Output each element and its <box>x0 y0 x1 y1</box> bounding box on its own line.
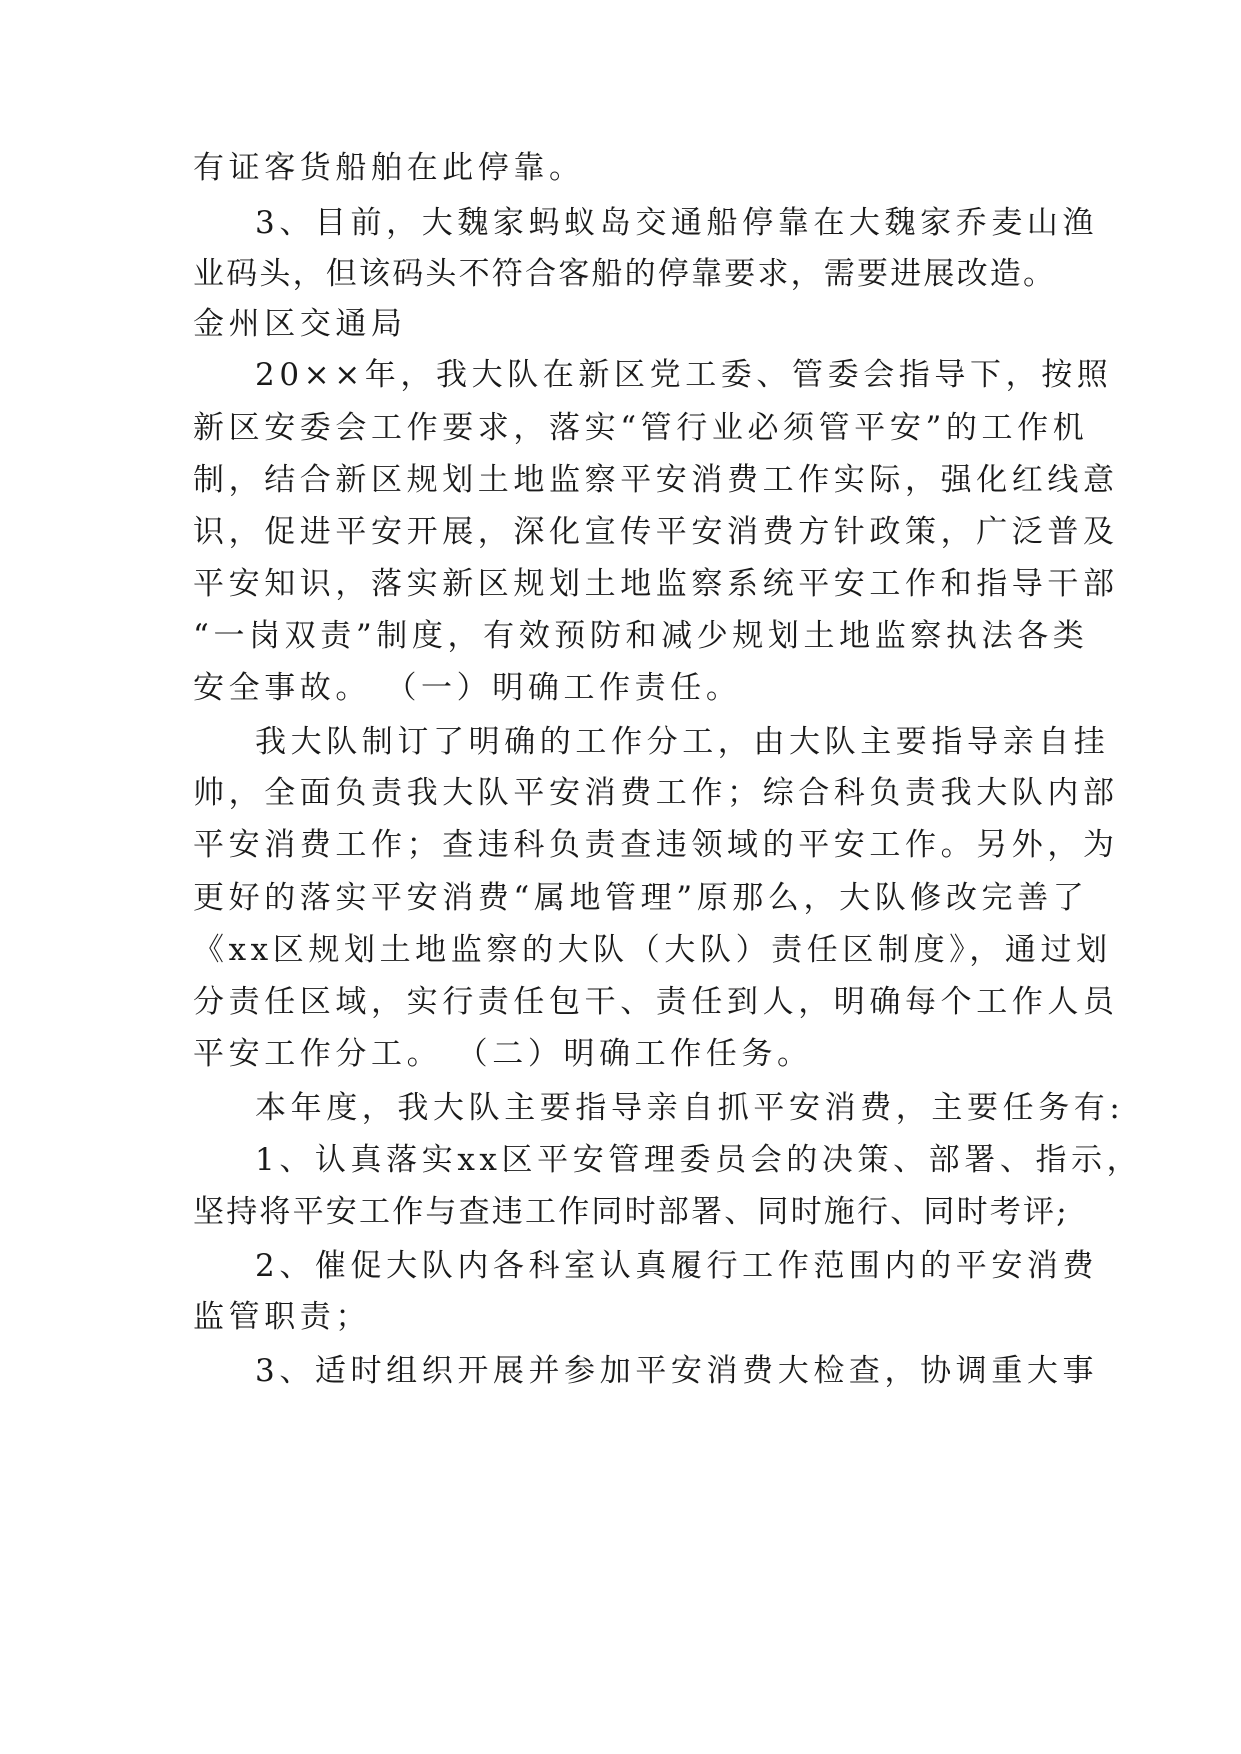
text-line: 本年度，我大队主要指导亲自抓平安消费，主要任务有: <box>255 1090 1125 1126</box>
text-line: “一岗双责”制度，有效预防和减少规划土地监察执法各类 <box>193 618 1089 654</box>
text-line: 1、认真落实xx区平安管理委员会的决策、部署、指示， <box>255 1142 1143 1178</box>
text-line: 新区安委会工作要求，落实“管行业必须管平安”的工作机 <box>193 410 1089 446</box>
text-line: 平安工作分工。 （二）明确工作任务。 <box>193 1036 813 1072</box>
text-line: 2、催促大队内各科室认真履行工作范围内的平安消费 <box>255 1248 1099 1284</box>
text-line: 帅，全面负责我大队平安消费工作；综合科负责我大队内部 <box>193 775 1119 811</box>
text-line: 监管职责； <box>193 1299 371 1335</box>
text-line: 识，促进平安开展，深化宣传平安消费方针政策，广泛普及 <box>193 514 1119 550</box>
text-line: 20××年，我大队在新区党工委、管委会指导下，按照 <box>255 357 1113 393</box>
text-line: 3、目前，大魏家蚂蚁岛交通船停靠在大魏家乔麦山渔 <box>255 205 1099 241</box>
text-line: 平安消费工作；查违科负责查违领域的平安工作。另外，为 <box>193 827 1119 863</box>
text-line: 业码头，但该码头不符合客船的停靠要求，需要进展改造。 <box>193 256 1057 292</box>
text-line: 金州区交通局 <box>193 306 407 342</box>
text-line: 分责任区域，实行责任包干、责任到人，明确每个工作人员 <box>193 984 1119 1020</box>
text-line: 3、适时组织开展并参加平安消费大检查，协调重大事 <box>255 1353 1099 1389</box>
text-line: 坚持将平安工作与查违工作同时部署、同时施行、同时考评; <box>193 1194 1069 1230</box>
text-line: 我大队制订了明确的工作分工，由大队主要指导亲自挂 <box>255 724 1110 760</box>
text-line: 安全事故。 （一）明确工作责任。 <box>193 670 742 706</box>
text-line: 更好的落实平安消费“属地管理”原那么，大队修改完善了 <box>193 880 1089 916</box>
text-line: 平安知识，落实新区规划土地监察系统平安工作和指导干部 <box>193 566 1119 602</box>
text-line: 制，结合新区规划土地监察平安消费工作实际，强化红线意 <box>193 462 1119 498</box>
text-line: 《xx区规划土地监察的大队（大队）责任区制度》，通过划 <box>193 932 1112 968</box>
text-line: 有证客货船舶在此停靠。 <box>193 150 585 186</box>
